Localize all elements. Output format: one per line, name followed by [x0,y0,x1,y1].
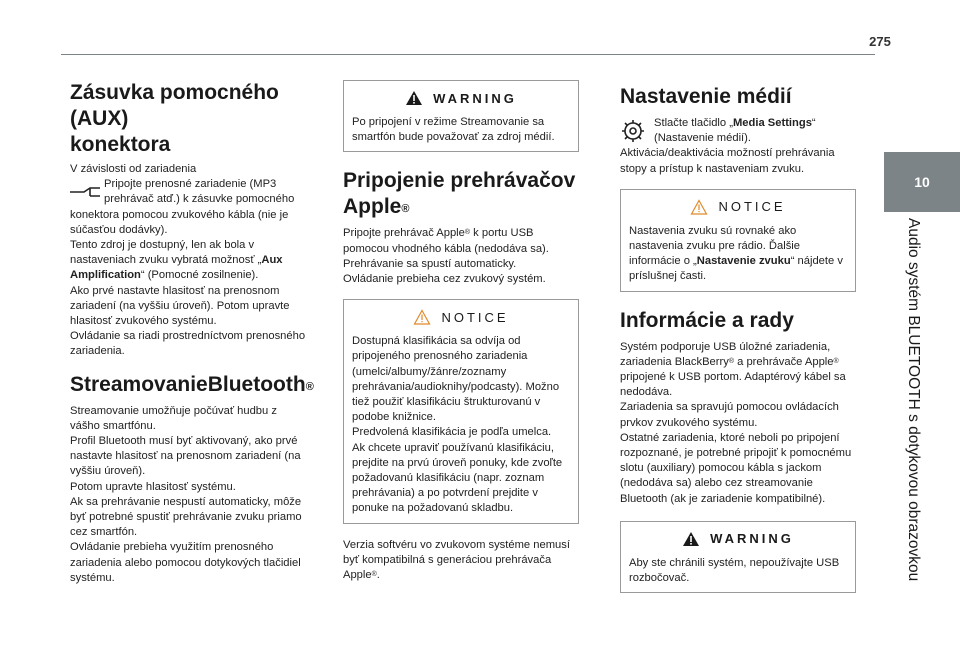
aux-intro: V závislosti od zariadenia [70,163,197,175]
bluetooth-paragraph-3: Potom upravte hlasitosť systému. [70,480,236,493]
warning-usb-text: Aby ste chránili systém, nepoužívajte USB rozbočovač. [629,556,840,585]
warning-box [343,80,579,152]
aux-paragraph-2: Tento zdroj je dostupný, len ak bola v nastaveniach zvuku vybratá možnosť „Aux Amplification“ (Pomocné zosilnenie). [70,239,283,282]
media-settings-icon [620,116,654,146]
warning-box-usb [620,521,856,593]
aux-heading-line1: Zásuvka pomocného (AUX) [70,81,279,130]
notice-box-audio [620,189,856,292]
media-settings-label: Media Settings [732,117,812,129]
top-divider [61,54,875,55]
notice-audio-text: Nastavenia zvuku sú rovnaké ako nastavenia zvuku pre rádio. Ďalšie informácie o „Nastavenie zvuku“ nájdete v príslušnej časti. [629,224,843,283]
bluetooth-paragraph-1: Streamovanie umožňuje počúvať hudbu z vášho smartfónu. [70,404,277,432]
media-settings-paragraph: Aktivácia/deaktivácia možností prehrávania stopy a prístup k nastaveniam zvuku. [620,147,835,175]
notice-triangle-icon [413,309,431,325]
aux-jack-icon [70,177,104,207]
info-paragraph-3: Ostatné zariadenia, ktoré neboli po pripojení rozpoznané, je potrebné pripojiť k pomocnému slotu (auxiliary) pomocou kábla s jackom (nedodáva sa) alebo cez streamovanie Bluetooth (ak je zariadenie kompatibilné). [620,431,852,505]
aux-instruction [70,177,306,207]
warning-text: Po pripojení v režime Streamovanie sa smartfón bude považovať za zdroj médií. [352,116,555,144]
bluetooth-heading: StreamovanieBluetooth® [70,372,314,396]
media-settings-instruction-text: Stlačte tlačidlo „Media Settings“ (Nastavenie médií). [654,117,816,145]
apple-paragraph-1: Pripojte prehrávač Apple® k portu USB pomocou vhodného kábla (nedodáva sa). [343,227,549,255]
chapter-title: Audio systém BLUETOOTH s dotykovou obrazovkou [905,218,922,582]
notice-box [343,299,579,523]
warning-label: WARNING [710,531,794,547]
bluetooth-paragraph-4: Ak sa prehrávanie nespustí automaticky, môže byť potrebné spustiť prehrávanie zvuku priamo cez smartfón. [70,495,302,539]
aux-paragraph-1: konektora pomocou zvukového kábla (nie je súčasťou dodávky). [70,208,289,236]
apple-heading: Pripojenie prehrávačov Apple® [343,169,576,219]
chapter-tab[interactable] [884,152,960,212]
bluetooth-paragraph-2: Profil Bluetooth musí byť aktivovaný, ako prvé nastavte hlasitosť na prenosnom zariadení (na vyššiu úroveň). [70,435,301,478]
aux-heading-line2: konektora [70,133,171,156]
aux-amplification-label: Aux Amplification [70,254,283,282]
aux-instruction-text: Pripojte prenosné zariadenie (MP3 prehrávač atď.) k zásuvke pomocného [104,178,295,206]
info-paragraph-1: Systém podporuje USB úložné zariadenia, zariadenia BlackBerry® a prehrávače Apple® pripojené k USB portom. Adaptérový kábel sa nedodáva. [620,340,846,399]
info-paragraph-2: Zariadenia sa spravujú pomocou ovládacích prvkov zvukového systému. [620,401,839,429]
warning-triangle-icon [405,90,423,106]
chapter-number: 10 [914,174,930,190]
info-heading: Informácie a rady [620,308,794,332]
warning-triangle-icon [682,531,700,547]
column-aux-bluetooth [70,80,314,586]
notice-label: NOTICE [441,309,509,325]
notice-triangle-icon [690,199,708,215]
column-apple [343,80,579,583]
aux-paragraph-4: Ovládanie sa riadi prostredníctvom prenosného zariadenia. [70,330,306,358]
audio-settings-label: Nastavenie zvuku [696,255,791,268]
warning-label: WARNING [433,90,517,106]
aux-paragraph-3: Ako prvé nastavte hlasitosť na prenosnom zariadení (na vyššiu úroveň). Potom upravte hlasitosť zvukového systému. [70,284,290,328]
apple-paragraph-2: Prehrávanie sa spustí automaticky. [343,257,517,270]
notice-text-2: Predvolená klasifikácia je podľa umelca. [352,426,552,439]
page-number: 275 [869,34,891,49]
bluetooth-paragraph-5: Ovládanie prebieha využitím prenosného zariadenia alebo pomocou dotykových tlačidiel systému. [70,541,301,584]
notice-label: NOTICE [718,199,786,215]
software-compat-text: Verzia softvéru vo zvukovom systéme nemusí byť kompatibilná s generáciou prehrávača Apple®. [343,538,570,582]
apple-paragraph-3: Ovládanie prebieha cez zvukový systém. [343,273,546,286]
media-settings-heading: Nastavenie médií [620,85,792,108]
aux-heading [70,80,306,158]
notice-text-1: Dostupná klasifikácia sa odvíja od pripojeného prenosného zariadenia (umelci/albumy/žánre/zoznamy prehrávania/audioknihy/podcasty). Možno tiež použiť klasifikáciu štrukturovanú v podobe knižnice. [352,335,560,424]
column-media-info [620,80,856,593]
media-settings-instruction [620,116,856,146]
notice-text-3: Ak chcete upraviť používanú klasifikáciu, prejdite na prvú úroveň ponuky, kde zvoľte požadovanú klasifikáciu (napr. zoznam prehrávania) a po potvrdení prejdite v ponuke na požadovanú skladbu. [352,441,563,515]
